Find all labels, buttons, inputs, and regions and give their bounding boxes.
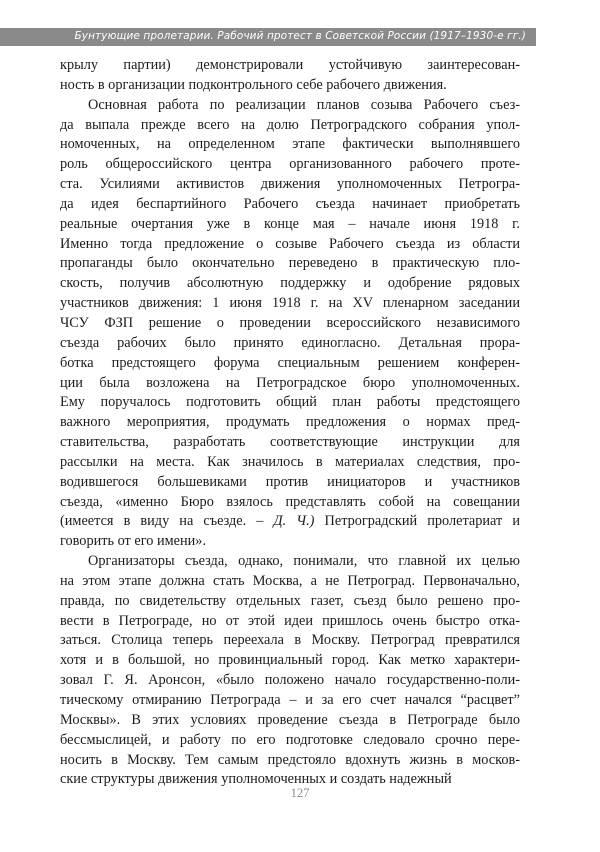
text-line: говорить от его имени». — [60, 533, 207, 550]
text-line: на этом этапе должна стать Москва, а не Петроград. Первоначально, — [60, 572, 520, 589]
text-line: ские структуры движения уполномоченных и создать надежный — [60, 771, 452, 788]
text-line: носить в Москву. Тем самым предстояло вдохнуть жизнь в москов- — [60, 751, 520, 768]
paragraph-p2 — [60, 96, 520, 552]
text-line: пропаганды было окончательно переведено в практическую пло- — [60, 255, 520, 272]
text-line: участников движения: 1 июня 1918 г. на XV пленарном заседании — [60, 295, 520, 312]
text-line: роль общероссийского центра организованного рабочего проте- — [60, 156, 520, 173]
text-line: да выпала прежде всего на долю Петроградского собрания упол- — [60, 116, 520, 133]
text-line: ность в организации подконтрольного себе рабочего движения. — [60, 76, 447, 93]
text-line: съезда рабочих было принято единогласно. Детальная прора- — [60, 334, 520, 351]
text-line: заться. Столица теперь переехала в Москву. Петроград превратился — [60, 632, 520, 649]
text-line: Организаторы съезда, однако, понимали, что главной их целью — [88, 553, 520, 570]
text-line: съезда, «именно Бюро взялось представлять собой на совещании — [60, 493, 520, 510]
text-line: ставительства, разработать соответствующие инструкции для — [60, 434, 520, 451]
text-line: водившегося большевиками против инициаторов и участников — [60, 473, 520, 490]
text-line: скость, получив абсолютную поддержку и одобрение рядовых — [60, 275, 520, 292]
body-text — [60, 56, 520, 790]
text-line: рассылки на места. Как значилось в материалах следствия, про- — [60, 453, 520, 470]
paragraph-p1 — [60, 56, 520, 96]
text-line: правда, по свидетельству отдельных газет, съезд было решено про- — [60, 592, 520, 609]
text-line: вести в Петрограде, но от этой идеи пришлось очень быстро отка- — [60, 612, 520, 629]
page-number: 127 — [290, 786, 310, 800]
text-line: (имеется в виду на съезде. – Д. Ч.) Петроградский пролетариат и — [60, 513, 520, 530]
text-line: важного мероприятия, продумать предложения о нормах пред- — [60, 414, 520, 431]
text-line: реальные очертания уже в конце мая – начале июня 1918 г. — [60, 215, 520, 232]
running-title: Бунтующие пролетарии. Рабочий протест в Советской России (1917–1930-е гг.) — [74, 30, 526, 42]
text-line: зовал Г. Я. Аронсон, «было положено начало государственно-поли- — [60, 672, 520, 689]
text-line: ста. Усилиями активистов движения уполномоченных Петрогра- — [60, 176, 520, 193]
text-line: хотя и в большой, но провинциальный город. Как метко характери- — [60, 652, 520, 669]
text-line: Основная работа по реализации планов созыва Рабочего съез- — [88, 96, 520, 113]
text-line: Ему поручалось подготовить общий план работы предстоящего — [60, 394, 520, 411]
text-line: Именно тогда предложение о созыве Рабочего съезда из области — [60, 235, 520, 252]
text-line: ЧСУ ФЗП решение о проведении всероссийского независимого — [60, 314, 520, 331]
text-line: номоченных, на определенном этапе фактически выполнявшего — [60, 136, 520, 153]
text-line: ботка предстоящего форума специальным решением конферен- — [60, 354, 520, 371]
text-line: тическому отмиранию Петрограда – и за его счет начался “расцвет” — [60, 692, 520, 708]
text-line: бессмыслицей, и работу по его подготовке следовало срочно пере- — [60, 731, 520, 748]
text-line: крылу партии) демонстрировали устойчивую заинтересован- — [60, 57, 520, 73]
text-line: ции была возложена на Петроградское бюро уполномоченных. — [60, 374, 520, 391]
running-header — [0, 28, 536, 46]
paragraph-p3 — [60, 552, 520, 790]
text-line: Москвы». В этих условиях проведение съезда в Петрограде было — [60, 711, 520, 728]
text-line: да идея беспартийного Рабочего съезда начинает приобретать — [60, 195, 520, 212]
